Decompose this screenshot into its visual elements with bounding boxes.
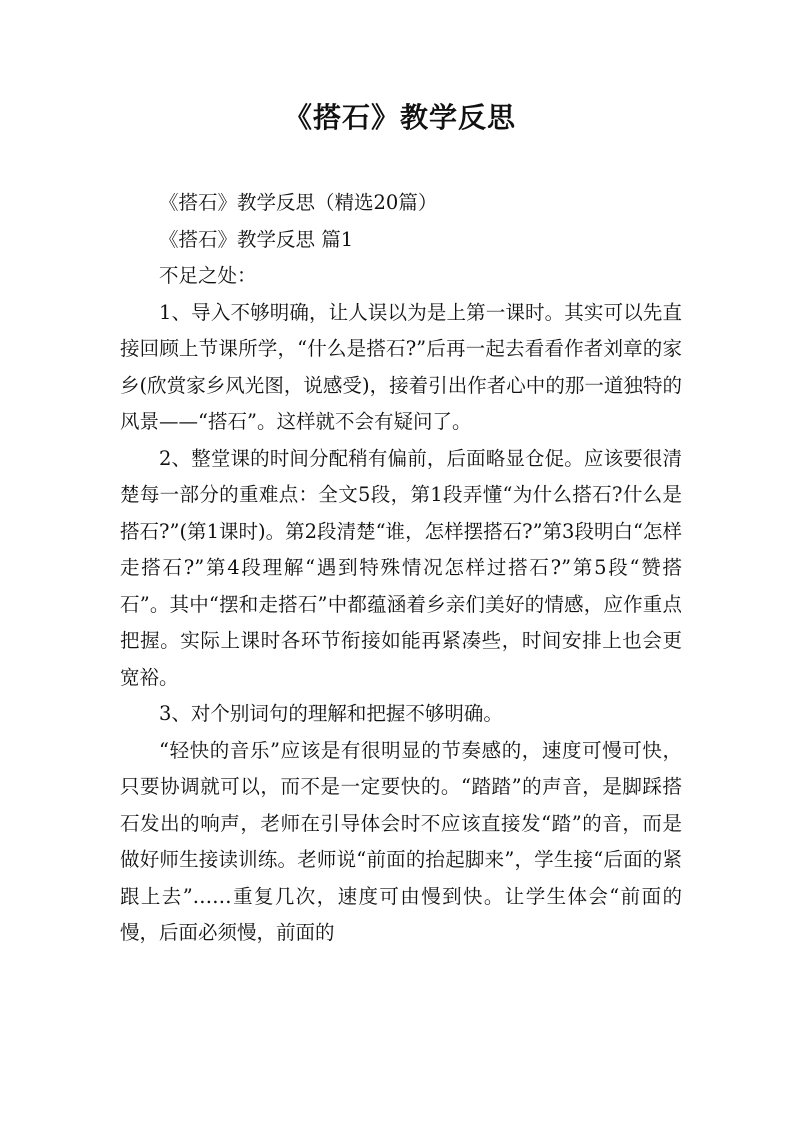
section-heading: 《搭石》教学反思 篇1: [159, 227, 354, 251]
paragraph-point-1: 1、导入不够明确，让人误以为是上第一课时。其实可以先直接回顾上节课所学，“什么是搭石?”后再一起去看看作者刘章的家乡(欣赏家乡风光图，说感受)，接着引出作者心中的那一道独特的风景——“搭石”。这样就不会有疑问了。: [120, 300, 682, 433]
document-body: [120, 185, 682, 952]
subtitle-paragraph: 《搭石》教学反思（精选20篇）: [159, 191, 438, 214]
document-title: 《搭石》教学反思: [283, 101, 516, 134]
paragraph-shortcomings: 不足之处：: [159, 264, 257, 287]
paragraph-point-3: 3、对个别词句的理解和把握不够明确。: [159, 702, 503, 725]
paragraph-point-2: 2、整堂课的时间分配稍有偏前，后面略显仓促。应该要很清楚每一部分的重难点：全文5段，第1段弄懂“为什么搭石?什么是搭石?”(第1课时)。第2段清楚“谁，怎样摆搭石?”第3段明白“怎样走搭石?”第4段理解“遇到特殊情况怎样过搭石?”第5段“赞搭石”。其中“摆和走搭石”中都蕴涵着乡亲们美好的情感，应作重点把握。实际上课时各环节衔接如能再紧凑些，时间安排上也会更宽裕。: [120, 446, 682, 689]
paragraph-explanation: “轻快的音乐”应该是有很明显的节奏感的，速度可慢可快，只要协调就可以，而不是一定要快的。“踏踏”的声音，是脚踩搭石发出的响声，老师在引导体会时不应该直接发“踏”的音，而是做好师生接读训练。老师说“前面的抬起脚来”，学生接“后面的紧跟上去”……重复几次，速度可由慢到快。让学生体会“前面的慢，后面必须慢，前面的: [120, 738, 682, 944]
